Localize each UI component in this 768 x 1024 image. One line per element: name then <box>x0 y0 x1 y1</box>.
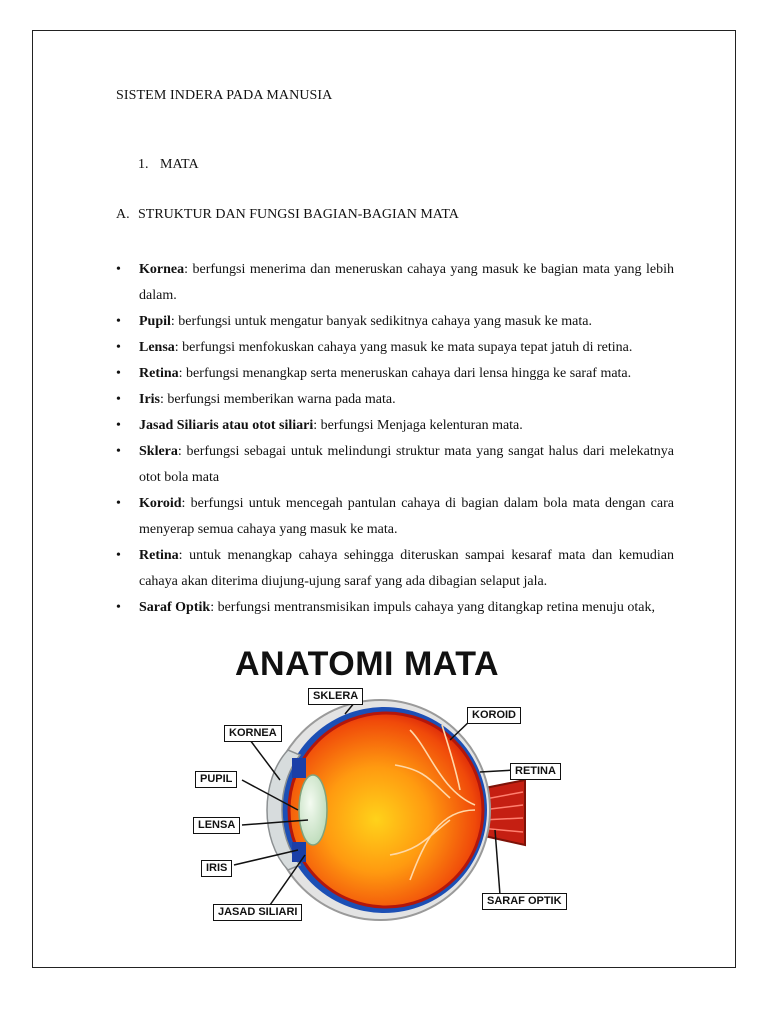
bullet-icon: • <box>116 340 121 355</box>
item-term: Lensa <box>139 340 175 355</box>
item-desc: : berfungsi menerima dan meneruskan cahaya yang masuk ke bagian mata yang lebih dalam. <box>139 262 674 303</box>
bullet-icon: • <box>116 262 121 277</box>
list-item <box>116 543 674 595</box>
iris-bottom <box>292 842 306 862</box>
subsection-heading <box>116 207 459 223</box>
label-koroid: KOROID <box>467 707 521 724</box>
bullet-icon: • <box>116 392 121 407</box>
list-item <box>116 491 674 543</box>
subsection-letter: A. <box>116 207 130 222</box>
document-title: SISTEM INDERA PADA MANUSIA <box>116 88 333 103</box>
item-desc: : berfungsi mentransmisikan impuls cahaya yang ditangkap retina menuju otak, <box>210 600 655 615</box>
label-kornea: KORNEA <box>224 725 282 742</box>
bullet-icon: • <box>116 496 121 511</box>
section-heading <box>138 157 199 173</box>
bullet-icon: • <box>116 600 121 615</box>
subsection-label: STRUKTUR DAN FUNGSI BAGIAN-BAGIAN MATA <box>138 207 459 222</box>
item-term: Retina <box>139 366 179 381</box>
list-item <box>116 387 674 413</box>
item-term: Kornea <box>139 262 185 277</box>
iris-top <box>292 758 306 778</box>
bullet-icon: • <box>116 418 121 433</box>
item-desc: : berfungsi Menjaga kelenturan mata. <box>313 418 523 433</box>
eye-anatomy-figure <box>180 640 600 940</box>
figure-title: ANATOMI MATA <box>235 645 500 683</box>
item-term: Pupil <box>139 314 171 329</box>
label-saraf-optik: SARAF OPTIK <box>482 893 567 910</box>
list-item <box>116 413 674 439</box>
section-number: 1. <box>138 157 149 172</box>
label-iris: IRIS <box>201 860 232 877</box>
label-jasad-siliari: JASAD SILIARI <box>213 904 302 921</box>
item-term: Retina <box>139 548 179 563</box>
item-desc: : berfungsi menangkap serta meneruskan cahaya dari lensa hingga ke saraf mata. <box>178 366 632 381</box>
label-lensa: LENSA <box>193 817 240 834</box>
bullet-icon: • <box>116 444 121 459</box>
bullet-icon: • <box>116 366 121 381</box>
item-term: Iris <box>139 392 160 407</box>
list-item <box>116 361 674 387</box>
list-item <box>116 595 674 621</box>
eye-parts-list <box>116 257 674 621</box>
item-term: Sklera <box>139 444 178 459</box>
item-term: Koroid <box>139 496 182 511</box>
list-item <box>116 335 674 361</box>
label-sklera: SKLERA <box>308 688 363 705</box>
lens <box>299 775 327 845</box>
item-desc: : berfungsi menfokuskan cahaya yang masuk ke mata supaya tepat jatuh di retina. <box>174 340 633 355</box>
list-item <box>116 257 674 309</box>
item-term: Jasad Siliaris atau otot siliari <box>139 418 314 433</box>
list-item <box>116 439 674 491</box>
item-desc: : berfungsi sebagai untuk melindungi struktur mata yang sangat halus dari melekatnya otot bola mata <box>139 444 674 485</box>
label-retina: RETINA <box>510 763 561 780</box>
item-term: Saraf Optik <box>139 600 211 615</box>
section-label: MATA <box>160 157 199 172</box>
item-desc: : berfungsi memberikan warna pada mata. <box>160 392 396 407</box>
list-item <box>116 309 674 335</box>
label-pupil: PUPIL <box>195 771 237 788</box>
bullet-icon: • <box>116 314 121 329</box>
item-desc: : berfungsi untuk mengatur banyak sedikitnya cahaya yang masuk ke mata. <box>170 314 592 329</box>
item-desc: : berfungsi untuk mencegah pantulan cahaya di bagian dalam bola mata dengan cara menyerap semua cahaya yang masuk ke mata. <box>139 496 674 537</box>
item-desc: : untuk menangkap cahaya sehingga diteruskan sampai kesaraf mata dan kemudian cahaya akan diterima diujung-ujung saraf yang ada dibagian selaput jala. <box>139 548 674 589</box>
bullet-icon: • <box>116 548 121 563</box>
